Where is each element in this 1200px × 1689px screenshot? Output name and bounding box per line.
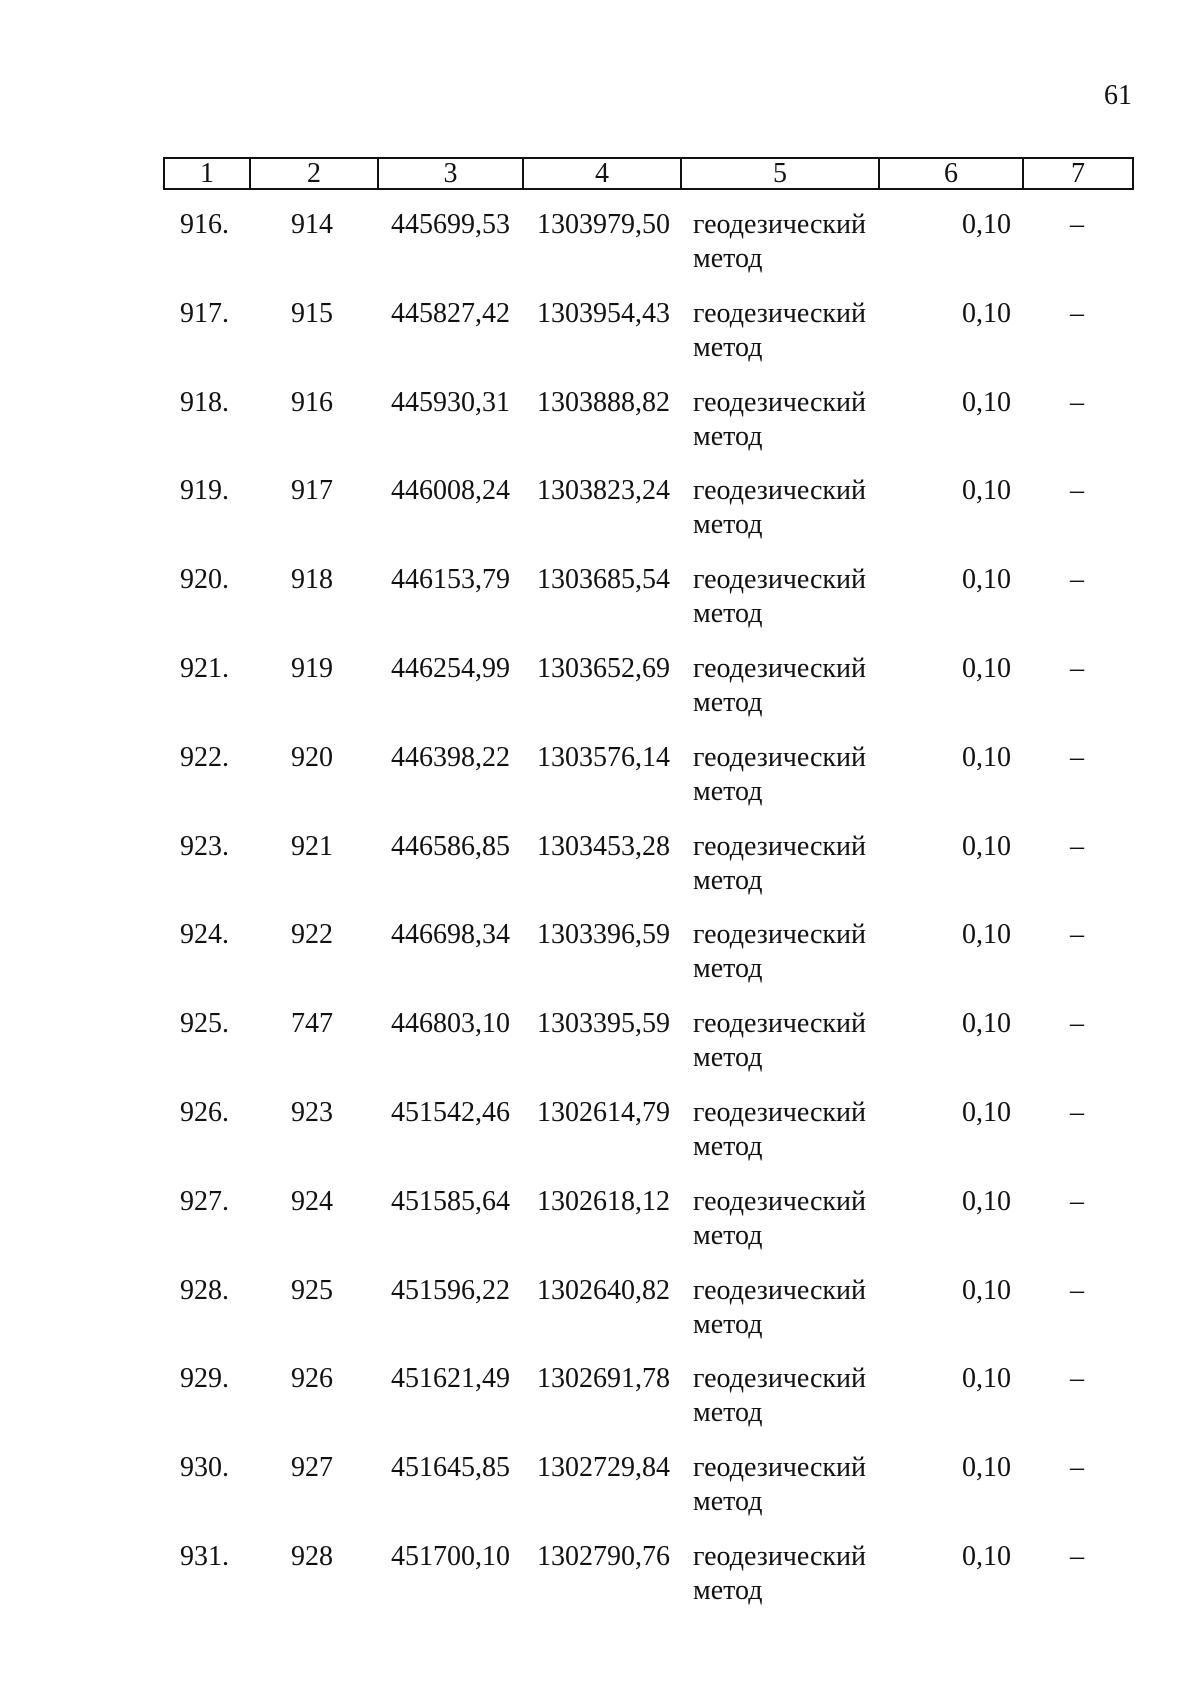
coordinate-y: 1302691,78 bbox=[537, 1363, 670, 1395]
accuracy: 0,10 bbox=[962, 1452, 1011, 1484]
method bbox=[693, 1540, 866, 1608]
header-cell-6: 6 bbox=[880, 159, 1024, 188]
point-number: 920 bbox=[291, 741, 333, 773]
note: – bbox=[1070, 1363, 1084, 1395]
coordinate-y: 1302618,12 bbox=[537, 1185, 670, 1217]
table-row bbox=[0, 1185, 1200, 1274]
method bbox=[693, 830, 866, 898]
method-line-2: метод bbox=[693, 1308, 763, 1340]
point-number: 923 bbox=[291, 1096, 333, 1128]
method bbox=[693, 1362, 866, 1430]
accuracy: 0,10 bbox=[962, 741, 1011, 773]
method bbox=[693, 563, 866, 631]
row-number: 926. bbox=[180, 1096, 229, 1128]
method-line-1: геодезический bbox=[693, 386, 867, 418]
table-body bbox=[0, 208, 1200, 1629]
table-row bbox=[0, 208, 1200, 297]
method-line-2: метод bbox=[693, 1574, 763, 1606]
table-row bbox=[0, 1540, 1200, 1629]
method-line-1: геодезический bbox=[693, 830, 867, 862]
method-line-1: геодезический bbox=[693, 1363, 867, 1395]
note: – bbox=[1070, 652, 1084, 684]
method-line-2: метод bbox=[693, 1486, 763, 1518]
method-line-2: метод bbox=[693, 243, 763, 274]
row-number: 931. bbox=[180, 1540, 229, 1572]
point-number: 918 bbox=[291, 564, 333, 596]
coordinate-y: 1302729,84 bbox=[537, 1452, 670, 1484]
method-line-1: геодезический bbox=[693, 209, 867, 240]
note: – bbox=[1070, 1185, 1084, 1217]
accuracy: 0,10 bbox=[962, 475, 1011, 507]
note: – bbox=[1070, 1008, 1084, 1040]
point-number: 919 bbox=[291, 652, 333, 684]
coordinate-y: 1303685,54 bbox=[537, 564, 670, 596]
method-line-2: метод bbox=[693, 953, 763, 985]
row-number: 925. bbox=[180, 1008, 229, 1040]
row-number: 928. bbox=[180, 1274, 229, 1306]
method-line-1: геодезический bbox=[693, 297, 867, 329]
note: – bbox=[1070, 209, 1084, 240]
accuracy: 0,10 bbox=[962, 386, 1011, 418]
point-number: 925 bbox=[291, 1274, 333, 1306]
accuracy: 0,10 bbox=[962, 1096, 1011, 1128]
point-number: 927 bbox=[291, 1452, 333, 1484]
table-header bbox=[163, 157, 1134, 190]
coordinate-x: 446698,34 bbox=[391, 919, 510, 951]
coordinate-y: 1303888,82 bbox=[537, 386, 670, 418]
method-line-2: метод bbox=[693, 686, 763, 718]
row-number: 919. bbox=[180, 475, 229, 507]
note: – bbox=[1070, 1452, 1084, 1484]
coordinate-y: 1303823,24 bbox=[537, 475, 670, 507]
note: – bbox=[1070, 1274, 1084, 1306]
accuracy: 0,10 bbox=[962, 1185, 1011, 1217]
method bbox=[693, 741, 866, 809]
method-line-1: геодезический bbox=[693, 652, 867, 684]
coordinate-y: 1303954,43 bbox=[537, 297, 670, 329]
table-row bbox=[0, 918, 1200, 1007]
coordinate-y: 1303576,14 bbox=[537, 741, 670, 773]
method-line-2: метод bbox=[693, 420, 763, 452]
coordinate-x: 451645,85 bbox=[391, 1452, 510, 1484]
method-line-2: метод bbox=[693, 1219, 763, 1251]
point-number: 914 bbox=[291, 209, 333, 240]
header-cell-1: 1 bbox=[165, 159, 251, 188]
note: – bbox=[1070, 564, 1084, 596]
coordinate-y: 1303453,28 bbox=[537, 830, 670, 862]
coordinate-y: 1303979,50 bbox=[537, 209, 670, 240]
point-number: 917 bbox=[291, 475, 333, 507]
accuracy: 0,10 bbox=[962, 1363, 1011, 1395]
point-number: 924 bbox=[291, 1185, 333, 1217]
table-row bbox=[0, 1451, 1200, 1540]
header-cell-7: 7 bbox=[1071, 157, 1085, 189]
row-number: 924. bbox=[180, 919, 229, 951]
row-number: 930. bbox=[180, 1452, 229, 1484]
accuracy: 0,10 bbox=[962, 564, 1011, 596]
coordinate-x: 445930,31 bbox=[391, 386, 510, 418]
note: – bbox=[1070, 297, 1084, 329]
row-number: 921. bbox=[180, 652, 229, 684]
row-number: 917. bbox=[180, 297, 229, 329]
method-line-1: геодезический bbox=[693, 1540, 867, 1572]
coordinate-x: 445827,42 bbox=[391, 297, 510, 329]
row-number: 920. bbox=[180, 564, 229, 596]
method bbox=[693, 1096, 866, 1164]
method-line-2: метод bbox=[693, 775, 763, 807]
coordinate-y: 1303396,59 bbox=[537, 919, 670, 951]
coordinate-y: 1302790,76 bbox=[537, 1540, 670, 1572]
row-number: 922. bbox=[180, 741, 229, 773]
accuracy: 0,10 bbox=[962, 297, 1011, 329]
accuracy: 0,10 bbox=[962, 1540, 1011, 1572]
row-number: 929. bbox=[180, 1363, 229, 1395]
table-row bbox=[0, 297, 1200, 386]
coordinate-x: 446803,10 bbox=[391, 1008, 510, 1040]
coordinate-x: 446008,24 bbox=[391, 475, 510, 507]
table-row bbox=[0, 1274, 1200, 1363]
page-number: 61 bbox=[1104, 80, 1132, 111]
note: – bbox=[1070, 1540, 1084, 1572]
coordinate-x: 451621,49 bbox=[391, 1363, 510, 1395]
method-line-1: геодезический bbox=[693, 475, 867, 507]
note: – bbox=[1070, 830, 1084, 862]
table-row bbox=[0, 741, 1200, 830]
table-row bbox=[0, 652, 1200, 741]
coordinate-x: 451585,64 bbox=[391, 1185, 510, 1217]
accuracy: 0,10 bbox=[962, 652, 1011, 684]
point-number: 922 bbox=[291, 919, 333, 951]
coordinate-y: 1302614,79 bbox=[537, 1096, 670, 1128]
header-cell-4: 4 bbox=[524, 159, 682, 188]
method-line-1: геодезический bbox=[693, 919, 867, 951]
method bbox=[693, 918, 866, 986]
point-number: 747 bbox=[291, 1008, 333, 1040]
method bbox=[693, 297, 866, 365]
table-row bbox=[0, 474, 1200, 563]
table-row bbox=[0, 1096, 1200, 1185]
accuracy: 0,10 bbox=[962, 830, 1011, 862]
point-number: 928 bbox=[291, 1540, 333, 1572]
coordinate-x: 451596,22 bbox=[391, 1274, 510, 1306]
method bbox=[693, 1451, 866, 1519]
accuracy: 0,10 bbox=[962, 209, 1011, 240]
method-line-1: геодезический bbox=[693, 1096, 867, 1128]
coordinate-x: 446398,22 bbox=[391, 741, 510, 773]
table-row bbox=[0, 563, 1200, 652]
note: – bbox=[1070, 919, 1084, 951]
note: – bbox=[1070, 741, 1084, 773]
method-line-1: геодезический bbox=[693, 1452, 867, 1484]
accuracy: 0,10 bbox=[962, 1008, 1011, 1040]
method bbox=[693, 1185, 866, 1253]
note: – bbox=[1070, 475, 1084, 507]
method-line-2: метод bbox=[693, 1397, 763, 1429]
table-row bbox=[0, 386, 1200, 475]
table-row bbox=[0, 1362, 1200, 1451]
method bbox=[693, 1007, 866, 1075]
header-cell-2: 2 bbox=[251, 159, 379, 188]
method-line-2: метод bbox=[693, 331, 763, 363]
note: – bbox=[1070, 386, 1084, 418]
method bbox=[693, 474, 866, 542]
coordinate-x: 451700,10 bbox=[391, 1540, 510, 1572]
method bbox=[693, 386, 866, 454]
method bbox=[693, 208, 866, 276]
table-row bbox=[0, 830, 1200, 919]
coordinate-y: 1303652,69 bbox=[537, 652, 670, 684]
coordinate-x: 445699,53 bbox=[391, 209, 510, 240]
method-line-1: геодезический bbox=[693, 564, 867, 596]
method-line-2: метод bbox=[693, 598, 763, 630]
coordinate-x: 451542,46 bbox=[391, 1096, 510, 1128]
row-number: 916. bbox=[180, 209, 229, 240]
coordinate-y: 1302640,82 bbox=[537, 1274, 670, 1306]
method-line-2: метод bbox=[693, 1042, 763, 1074]
method-line-1: геодезический bbox=[693, 1185, 867, 1217]
header-cell-5: 5 bbox=[682, 159, 880, 188]
point-number: 915 bbox=[291, 297, 333, 329]
accuracy: 0,10 bbox=[962, 1274, 1011, 1306]
coordinate-x: 446586,85 bbox=[391, 830, 510, 862]
point-number: 916 bbox=[291, 386, 333, 418]
coordinate-x: 446254,99 bbox=[391, 652, 510, 684]
method-line-1: геодезический bbox=[693, 741, 867, 773]
table-row bbox=[0, 1007, 1200, 1096]
note: – bbox=[1070, 1096, 1084, 1128]
method-line-2: метод bbox=[693, 1130, 763, 1162]
point-number: 921 bbox=[291, 830, 333, 862]
point-number: 926 bbox=[291, 1363, 333, 1395]
method-line-2: метод bbox=[693, 864, 763, 896]
coordinate-y: 1303395,59 bbox=[537, 1008, 670, 1040]
method-line-1: геодезический bbox=[693, 1008, 867, 1040]
method bbox=[693, 1274, 866, 1342]
coordinate-x: 446153,79 bbox=[391, 564, 510, 596]
row-number: 927. bbox=[180, 1185, 229, 1217]
row-number: 923. bbox=[180, 830, 229, 862]
accuracy: 0,10 bbox=[962, 919, 1011, 951]
method bbox=[693, 652, 866, 720]
method-line-2: метод bbox=[693, 509, 763, 541]
header-cell-3: 3 bbox=[379, 159, 524, 188]
method-line-1: геодезический bbox=[693, 1274, 867, 1306]
row-number: 918. bbox=[180, 386, 229, 418]
